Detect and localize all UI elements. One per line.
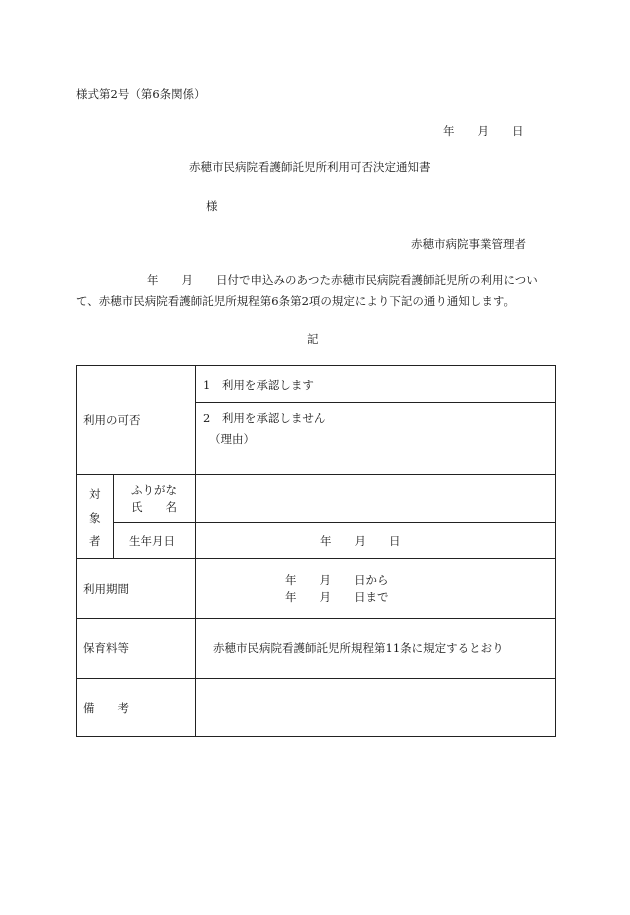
name-label: 氏 名	[131, 500, 177, 514]
subject-label-char: 象	[89, 511, 101, 525]
divider	[195, 402, 556, 403]
divider	[77, 618, 556, 619]
form-number: 様式第2号（第6条関係）	[76, 87, 206, 101]
divider	[77, 558, 556, 559]
document-title: 赤穂市民病院看護師託児所利用可否決定通知書	[189, 160, 431, 174]
fees-label: 保育料等	[83, 641, 129, 655]
body-line-2: て、赤穂市民病院看護師託児所規程第6条第2項の規定により下記の通り通知します。	[76, 294, 515, 308]
divider	[195, 366, 196, 737]
subject-label-char: 対	[89, 487, 101, 501]
addressee-suffix: 様	[206, 199, 218, 213]
remarks-label: 備 考	[83, 701, 129, 715]
furigana-label: ふりがな	[131, 483, 177, 497]
divider	[113, 474, 114, 558]
period-from: 年 月 日から	[285, 573, 389, 587]
subject-label-char: 者	[89, 534, 101, 548]
availability-label: 利用の可否	[83, 413, 141, 427]
fees-value: 赤穂市民病院看護師託児所規程第11条に規定するとおり	[213, 641, 504, 655]
issuer: 赤穂市病院事業管理者	[411, 237, 526, 251]
divider	[77, 678, 556, 679]
date-line: 年 月 日	[443, 124, 524, 138]
ki-heading: 記	[307, 332, 319, 346]
divider	[113, 522, 556, 523]
divider	[77, 474, 556, 475]
birthdate-label: 生年月日	[129, 534, 175, 548]
approve-option: 1 利用を承認します	[203, 378, 314, 392]
period-label: 利用期間	[83, 582, 129, 596]
period-to: 年 月 日まで	[285, 590, 389, 604]
deny-option: 2 利用を承認しません	[203, 411, 326, 425]
body-line-1: 年 月 日付で申込みのあつた赤穂市民病院看護師託児所の利用につい	[124, 273, 538, 287]
deny-reason-label: （理由）	[209, 432, 255, 446]
birthdate-value: 年 月 日	[320, 534, 401, 548]
form-table	[76, 365, 556, 737]
